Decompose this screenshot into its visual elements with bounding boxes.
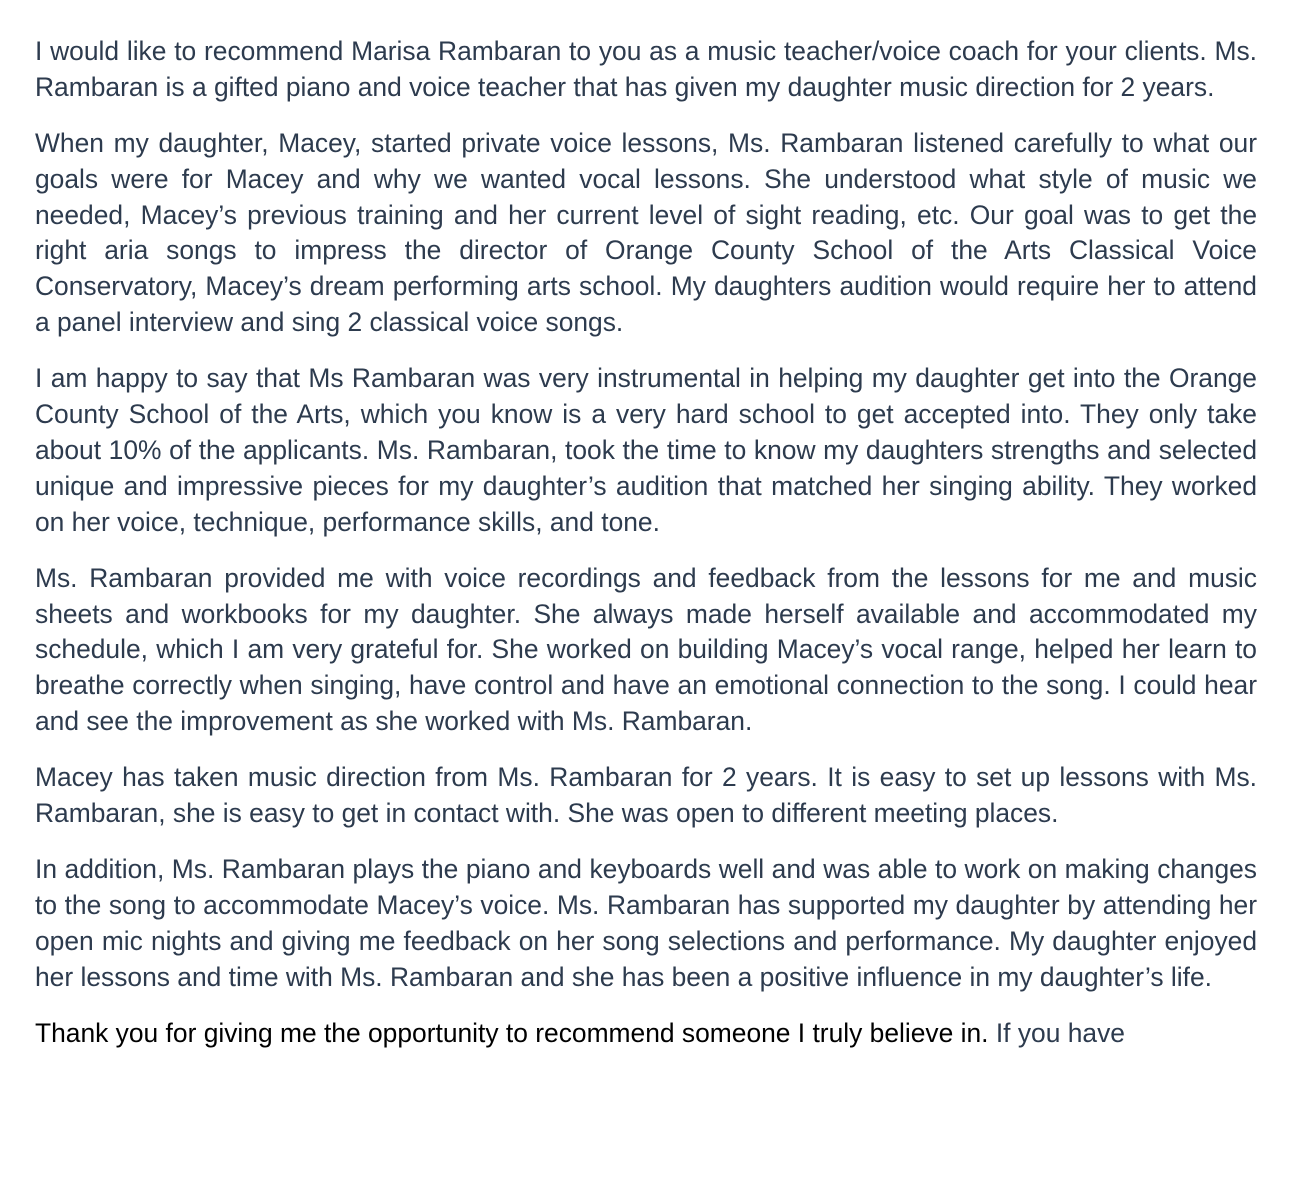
closing-thank-you-text: Thank you for giving me the opportunity to recommend someone I truly believe in. — [35, 1018, 989, 1049]
paragraph-scheduling: Macey has taken music direction from Ms. Rambaran for 2 years. It is easy to set up lessons with Ms. Rambaran, she is easy to get in contact with. She was open to different meeting places. — [35, 762, 1257, 829]
paragraph-voice-lessons-goals: When my daughter, Macey, started private voice lessons, Ms. Rambaran listened carefully to what our goals were for Macey and why we wanted vocal lessons. She understood what style of music we needed, Macey’s previous training and her current level of sight reading, etc. Our goal was to get the right aria songs to impress the director of Orange County School of the Arts Classical Voice Conservatory, Macey’s dream performing arts school. My daughters audition would require her to attend a panel interview and sing 2 classical voice songs. — [35, 128, 1257, 338]
recommendation-letter-body — [35, 34, 1257, 1072]
closing-continuation-text: If you have — [988, 1018, 1125, 1049]
paragraph-closing — [35, 1016, 1257, 1052]
paragraph-piano-support: In addition, Ms. Rambaran plays the piano and keyboards well and was able to work on making changes to the song to accommodate Macey’s voice. Ms. Rambaran has supported my daughter by attending her open mic nights and giving me feedback on her song selections and performance. My daughter enjoyed her lessons and time with Ms. Rambaran and she has been a positive influence in my daughter’s life. — [35, 854, 1257, 992]
paragraph-introduction: I would like to recommend Marisa Rambaran to you as a music teacher/voice coach for your clients. Ms. Rambaran is a gifted piano and voice teacher that has given my daughter music direction for 2 years. — [35, 36, 1257, 102]
paragraph-recordings-feedback: Ms. Rambaran provided me with voice recordings and feedback from the lessons for me and music sheets and workbooks for my daughter. She always made herself available and accommodated my schedule, which I am very grateful for. She worked on building Macey’s vocal range, helped her learn to breathe correctly when singing, have control and have an emotional connection to the song. I could hear and see the improvement as she worked with Ms. Rambaran. — [35, 562, 1257, 737]
paragraph-school-acceptance: I am happy to say that Ms Rambaran was very instrumental in helping my daughter get into the Orange County School of the Arts, which you know is a very hard school to get accepted into. They only take about 10% of the applicants. Ms. Rambaran, took the time to know my daughters strengths and selected unique and impressive pieces for my daughter’s audition that matched her singing ability. They worked on her voice, technique, performance skills, and tone. — [35, 363, 1257, 537]
